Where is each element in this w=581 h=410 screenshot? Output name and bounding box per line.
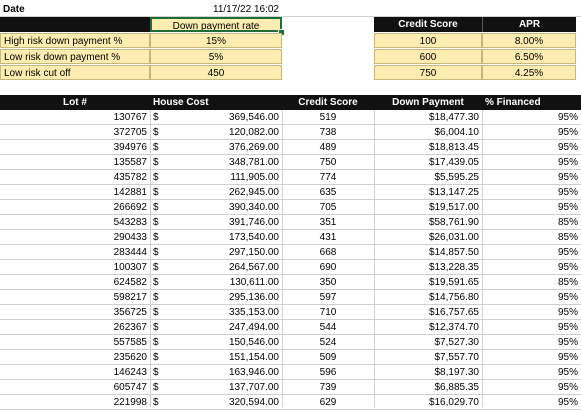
currency-symbol: $	[150, 215, 170, 230]
table-row	[0, 170, 581, 185]
down-payment-cell[interactable]: $19,517.00	[374, 200, 482, 215]
currency-symbol: $	[150, 170, 170, 185]
col-header-financed[interactable]: % Financed	[482, 95, 581, 110]
credit-score-cell[interactable]: 750	[282, 155, 374, 170]
empty-cell[interactable]	[374, 2, 581, 17]
house-cost-cell[interactable]: 163,946.00	[170, 365, 282, 380]
down-payment-cell[interactable]: $16,029.70	[374, 395, 482, 410]
currency-symbol: $	[150, 290, 170, 305]
credit-score-cell[interactable]: 705	[282, 200, 374, 215]
table-row	[0, 185, 581, 200]
financed-cell[interactable]: 95%	[482, 290, 581, 305]
financed-cell[interactable]: 95%	[482, 125, 581, 140]
table-row	[0, 140, 581, 155]
grid-line	[374, 110, 375, 407]
table-row	[0, 245, 581, 260]
credit-score-cell[interactable]: 710	[282, 305, 374, 320]
lot-cell[interactable]: 394976	[0, 140, 150, 155]
house-cost-cell[interactable]: 151,154.00	[170, 350, 282, 365]
empty-cell[interactable]	[282, 2, 374, 17]
house-cost-cell[interactable]: 173,540.00	[170, 230, 282, 245]
financed-cell[interactable]: 95%	[482, 350, 581, 365]
param-value[interactable]: 450	[150, 65, 282, 80]
table-row	[0, 260, 581, 275]
down-payment-cell[interactable]: $13,228.35	[374, 260, 482, 275]
currency-symbol: $	[150, 365, 170, 380]
lot-cell[interactable]: 262367	[0, 320, 150, 335]
apr-rate[interactable]: 4.25%	[482, 65, 576, 80]
param-value[interactable]: 15%	[150, 33, 282, 48]
currency-symbol: $	[150, 110, 170, 125]
col-header-lot[interactable]: Lot #	[0, 95, 150, 110]
house-cost-cell[interactable]: 297,150.00	[170, 245, 282, 260]
credit-score-cell[interactable]: 544	[282, 320, 374, 335]
col-header-down-payment[interactable]: Down Payment	[374, 95, 482, 110]
financed-cell[interactable]: 95%	[482, 260, 581, 275]
currency-symbol: $	[150, 275, 170, 290]
param-value[interactable]: 5%	[150, 49, 282, 64]
house-cost-cell[interactable]: 150,546.00	[170, 335, 282, 350]
financed-cell[interactable]: 95%	[482, 200, 581, 215]
table-row	[0, 365, 581, 380]
house-cost-cell[interactable]: 262,945.00	[170, 185, 282, 200]
currency-symbol: $	[150, 125, 170, 140]
currency-symbol: $	[150, 395, 170, 410]
date-label[interactable]: Date	[0, 2, 150, 17]
table-row	[0, 290, 581, 305]
financed-cell[interactable]: 85%	[482, 230, 581, 245]
financed-cell[interactable]: 95%	[482, 305, 581, 320]
financed-cell[interactable]: 95%	[482, 170, 581, 185]
down-payment-cell[interactable]: $8,197.30	[374, 365, 482, 380]
credit-score-cell[interactable]: 524	[282, 335, 374, 350]
currency-symbol: $	[150, 140, 170, 155]
lot-cell[interactable]: 605747	[0, 380, 150, 395]
down-payment-cell[interactable]: $13,147.25	[374, 185, 482, 200]
lot-cell[interactable]: 543283	[0, 215, 150, 230]
down-payment-cell[interactable]: $7,557.70	[374, 350, 482, 365]
down-payment-cell[interactable]: $6,885.35	[374, 380, 482, 395]
down-payment-cell[interactable]: $19,591.65	[374, 275, 482, 290]
financed-cell[interactable]: 95%	[482, 245, 581, 260]
date-value[interactable]: 11/17/22 16:02	[150, 2, 282, 17]
credit-score-cell[interactable]: 350	[282, 275, 374, 290]
table-row	[0, 305, 581, 320]
lot-cell[interactable]: 235620	[0, 350, 150, 365]
credit-score-cell[interactable]: 690	[282, 260, 374, 275]
house-cost-cell[interactable]: 376,269.00	[170, 140, 282, 155]
col-header-house-cost[interactable]: House Cost	[150, 95, 282, 110]
lot-cell[interactable]: 290433	[0, 230, 150, 245]
credit-score-cell[interactable]: 774	[282, 170, 374, 185]
table-row	[0, 320, 581, 335]
financed-cell[interactable]: 95%	[482, 110, 581, 125]
col-header-credit-score[interactable]: Credit Score	[282, 95, 374, 110]
currency-symbol: $	[150, 335, 170, 350]
apr-score[interactable]: 600	[374, 49, 482, 64]
table-row	[0, 275, 581, 290]
down-payment-cell[interactable]: $14,857.50	[374, 245, 482, 260]
down-payment-cell[interactable]: $5,595.25	[374, 170, 482, 185]
down-payment-cell[interactable]: $17,439.05	[374, 155, 482, 170]
house-cost-cell[interactable]: 137,707.00	[170, 380, 282, 395]
credit-score-cell[interactable]: 509	[282, 350, 374, 365]
credit-score-cell[interactable]: 629	[282, 395, 374, 410]
table-row	[0, 395, 581, 410]
down-payment-cell[interactable]: $18,813.45	[374, 140, 482, 155]
down-payment-cell[interactable]: $26,031.00	[374, 230, 482, 245]
house-cost-cell[interactable]: 130,611.00	[170, 275, 282, 290]
currency-symbol: $	[150, 245, 170, 260]
lot-cell[interactable]: 142881	[0, 185, 150, 200]
table-row	[0, 125, 581, 140]
table-row	[0, 155, 581, 170]
apr-header-score[interactable]: Credit Score	[374, 17, 482, 32]
financed-cell[interactable]: 95%	[482, 335, 581, 350]
param-label[interactable]: Low risk down payment %	[0, 49, 150, 64]
lot-cell[interactable]: 221998	[0, 395, 150, 410]
house-cost-cell[interactable]: 320,594.00	[170, 395, 282, 410]
lot-cell[interactable]: 283444	[0, 245, 150, 260]
credit-score-cell[interactable]: 738	[282, 125, 374, 140]
apr-rate[interactable]: 6.50%	[482, 49, 576, 64]
grid-line	[482, 110, 483, 407]
currency-symbol: $	[150, 350, 170, 365]
house-cost-cell[interactable]: 295,136.00	[170, 290, 282, 305]
financed-cell[interactable]: 95%	[482, 155, 581, 170]
table-row	[0, 110, 581, 125]
currency-symbol: $	[150, 260, 170, 275]
down-payment-cell[interactable]: $58,761.90	[374, 215, 482, 230]
credit-score-cell[interactable]: 351	[282, 215, 374, 230]
table-row	[0, 230, 581, 245]
lot-cell[interactable]: 146243	[0, 365, 150, 380]
currency-symbol: $	[150, 200, 170, 215]
params-header-blank[interactable]	[0, 17, 150, 32]
financed-cell[interactable]: 85%	[482, 275, 581, 290]
financed-cell[interactable]: 95%	[482, 185, 581, 200]
financed-cell[interactable]: 85%	[482, 215, 581, 230]
house-cost-cell[interactable]: 390,340.00	[170, 200, 282, 215]
currency-symbol: $	[150, 230, 170, 245]
table-row	[0, 215, 581, 230]
house-cost-cell[interactable]: 264,567.00	[170, 260, 282, 275]
lot-cell[interactable]: 372705	[0, 125, 150, 140]
lot-cell[interactable]: 557585	[0, 335, 150, 350]
down-payment-rate-header[interactable]: Down payment rate	[150, 17, 282, 32]
house-cost-cell[interactable]: 111,905.00	[170, 170, 282, 185]
credit-score-cell[interactable]: 635	[282, 185, 374, 200]
down-payment-cell[interactable]: $14,756.80	[374, 290, 482, 305]
financed-cell[interactable]: 95%	[482, 380, 581, 395]
table-row	[0, 380, 581, 395]
down-payment-cell[interactable]: $12,374.70	[374, 320, 482, 335]
house-cost-cell[interactable]: 369,546.00	[170, 110, 282, 125]
credit-score-cell[interactable]: 596	[282, 365, 374, 380]
table-row	[0, 335, 581, 350]
currency-symbol: $	[150, 305, 170, 320]
table-row	[0, 350, 581, 365]
financed-cell[interactable]: 95%	[482, 395, 581, 410]
down-payment-cell[interactable]: $18,477.30	[374, 110, 482, 125]
lot-cell[interactable]: 624582	[0, 275, 150, 290]
apr-header-apr[interactable]: APR	[482, 17, 576, 32]
lot-cell[interactable]: 130767	[0, 110, 150, 125]
house-cost-cell[interactable]: 120,082.00	[170, 125, 282, 140]
lot-cell[interactable]: 598217	[0, 290, 150, 305]
house-cost-cell[interactable]: 335,153.00	[170, 305, 282, 320]
down-payment-cell[interactable]: $16,757.65	[374, 305, 482, 320]
lot-cell[interactable]: 266692	[0, 200, 150, 215]
down-payment-cell[interactable]: $6,004.10	[374, 125, 482, 140]
currency-symbol: $	[150, 185, 170, 200]
house-cost-cell[interactable]: 348,781.00	[170, 155, 282, 170]
lot-cell[interactable]: 135587	[0, 155, 150, 170]
financed-cell[interactable]: 95%	[482, 320, 581, 335]
grid-line	[150, 110, 151, 407]
credit-score-cell[interactable]: 489	[282, 140, 374, 155]
lot-cell[interactable]: 435782	[0, 170, 150, 185]
param-label[interactable]: Low risk cut off	[0, 65, 150, 80]
apr-rate[interactable]: 8.00%	[482, 33, 576, 48]
currency-symbol: $	[150, 320, 170, 335]
credit-score-cell[interactable]: 668	[282, 245, 374, 260]
apr-score[interactable]: 100	[374, 33, 482, 48]
lot-cell[interactable]: 356725	[0, 305, 150, 320]
financed-cell[interactable]: 95%	[482, 365, 581, 380]
apr-score[interactable]: 750	[374, 65, 482, 80]
currency-symbol: $	[150, 380, 170, 395]
credit-score-cell[interactable]: 519	[282, 110, 374, 125]
lot-cell[interactable]: 100307	[0, 260, 150, 275]
table-row	[0, 200, 581, 215]
financed-cell[interactable]: 95%	[482, 140, 581, 155]
param-label[interactable]: High risk down payment %	[0, 33, 150, 48]
currency-symbol: $	[150, 155, 170, 170]
house-cost-cell[interactable]: 247,494.00	[170, 320, 282, 335]
house-cost-cell[interactable]: 391,746.00	[170, 215, 282, 230]
credit-score-cell[interactable]: 597	[282, 290, 374, 305]
grid-line	[282, 110, 283, 407]
credit-score-cell[interactable]: 431	[282, 230, 374, 245]
down-payment-cell[interactable]: $7,527.30	[374, 335, 482, 350]
credit-score-cell[interactable]: 739	[282, 380, 374, 395]
